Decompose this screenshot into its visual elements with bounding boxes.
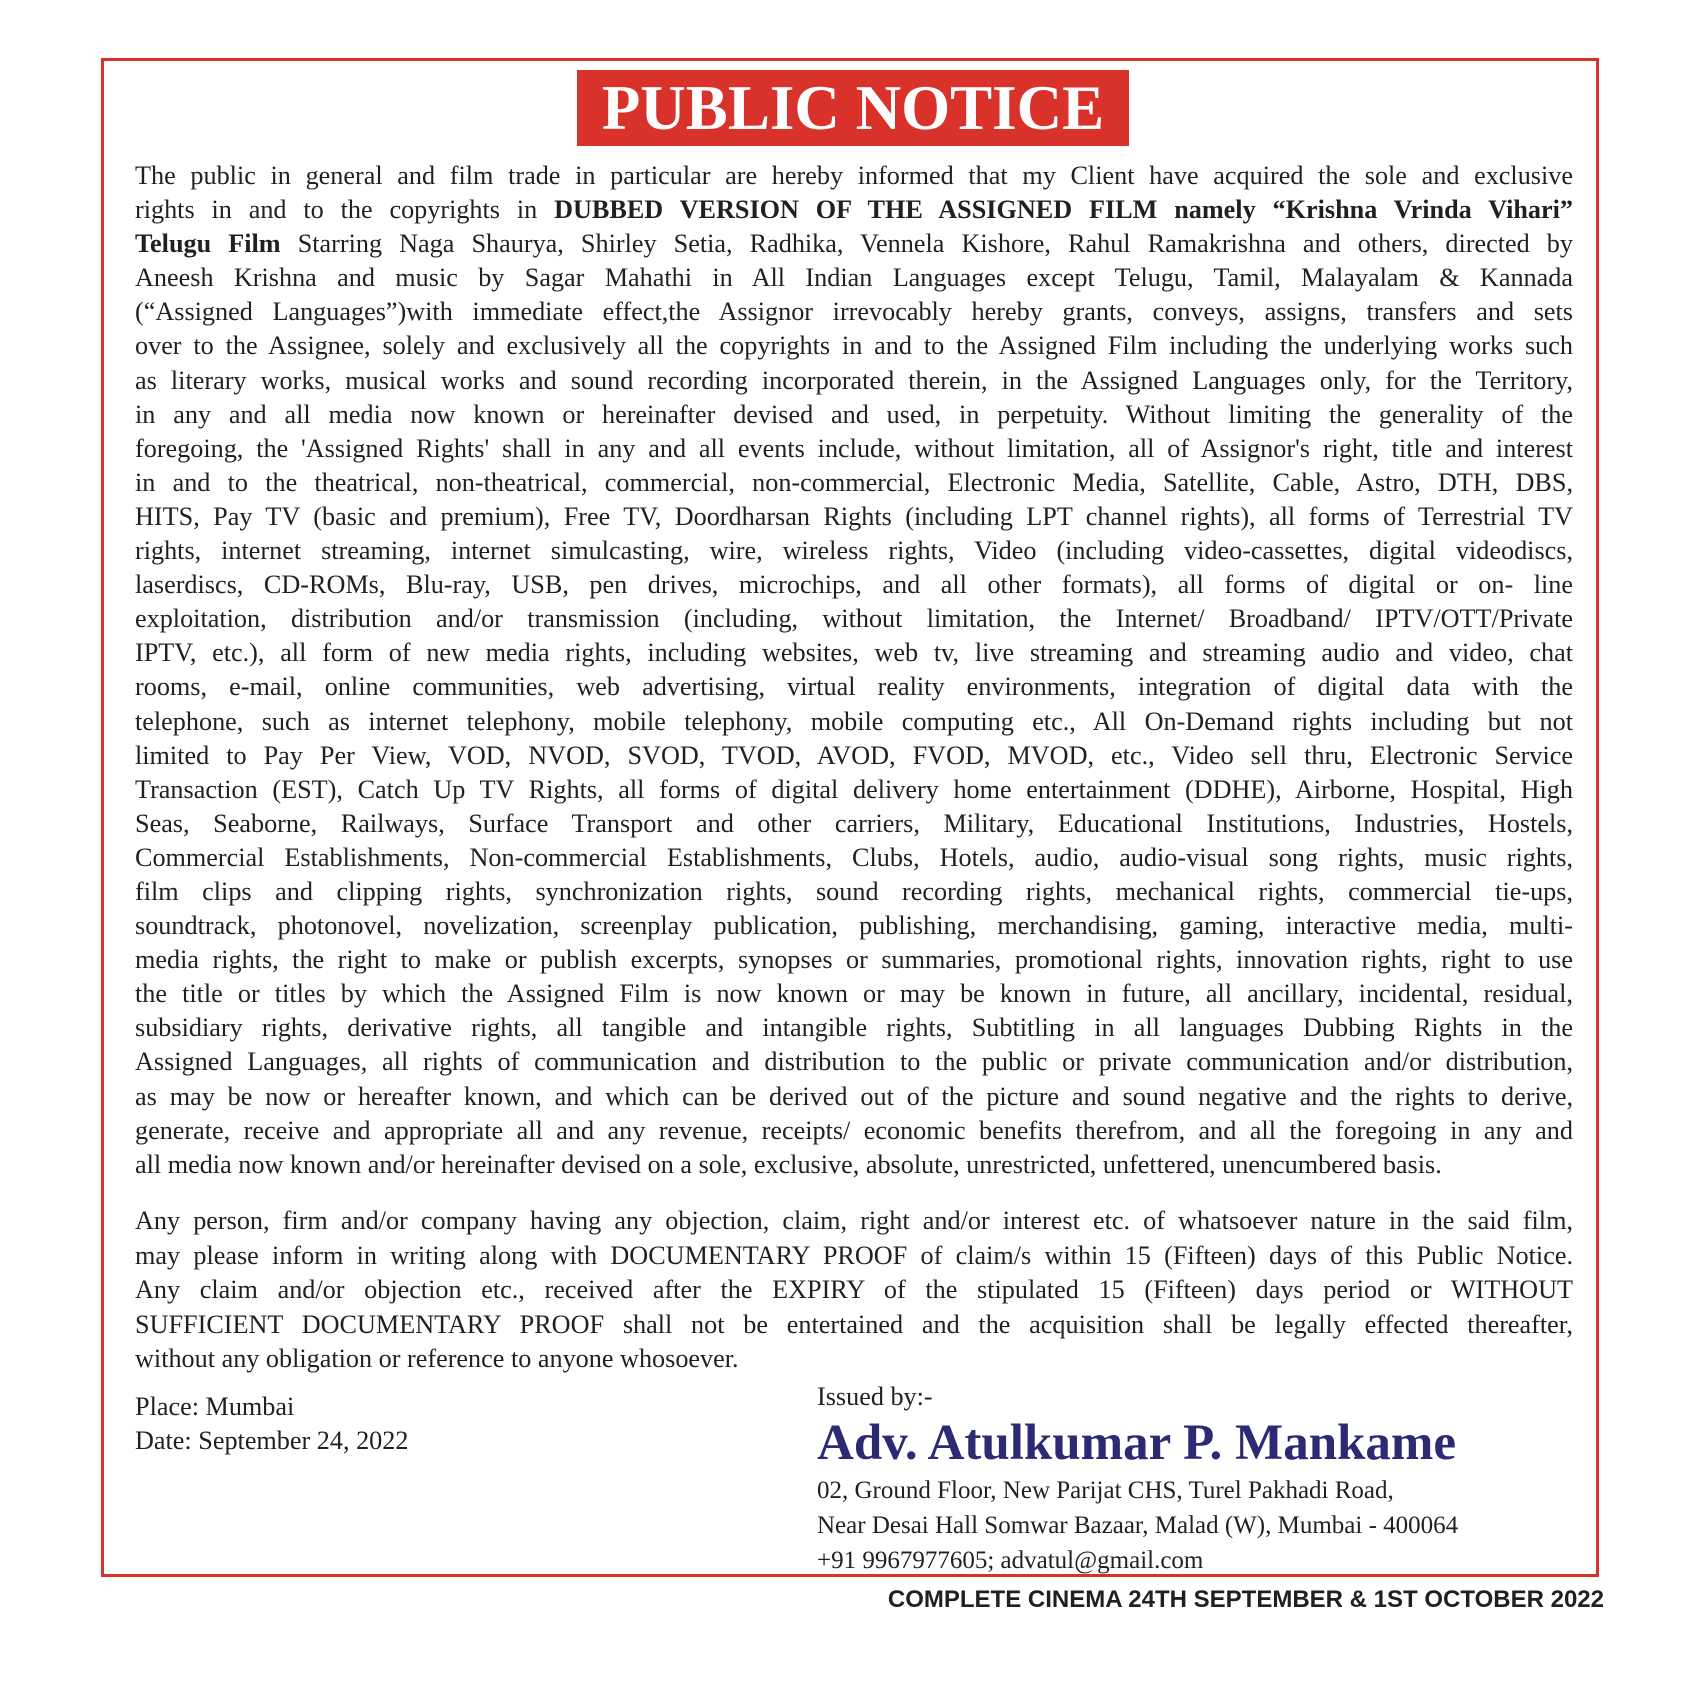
body-text: over to the Assignee, solely and exclusively all the copyrights in and to the Assigned Film including the underlying works such <box>135 331 1573 361</box>
body-text: media rights, the right to make or publish excerpts, synopses or summaries, promotional rights, innovation rights, right to use <box>135 945 1573 975</box>
issued-by-label: Issued by:- <box>817 1382 933 1411</box>
paragraph-2-line: Any person, firm and/or company having any objection, claim, right and/or interest etc. of whatsoever nature in the said film, <box>135 1206 1573 1235</box>
body-text: (“Assigned Languages”)with immediate effect,the Assignor irrevocably hereby grants, conveys, assigns, transfers and sets <box>135 297 1573 327</box>
body-text: foregoing, the 'Assigned Rights' shall in any and all events include, without limitation, all of Assignor's right, title and interest <box>135 433 1573 463</box>
body-text: rights, internet streaming, internet simulcasting, wire, wireless rights, Video (including video-cassettes, digital videodiscs, <box>135 536 1573 566</box>
body-text: the title or titles by which the Assigned Film is now known or may be known in future, all ancillary, incidental, residual, <box>135 979 1573 1009</box>
paragraph-1-line <box>135 534 1573 568</box>
paragraph-2-line: without any obligation or reference to anyone whosoever. <box>135 1344 739 1374</box>
paragraph-1-line <box>135 159 1573 193</box>
paragraph-1-line <box>135 295 1573 329</box>
paragraph-1-line <box>135 977 1573 1011</box>
body-text: Assigned Languages, all rights of communication and distribution to the public or private communication and/or distribution, <box>135 1047 1573 1077</box>
body-text: soundtrack, photonovel, novelization, screenplay publication, publishing, merchandising, gaming, interactive media, multi- <box>135 911 1573 941</box>
paragraph-1-line <box>135 739 1573 773</box>
publication-footer: COMPLETE CINEMA 24TH SEPTEMBER & 1ST OCTOBER 2022 <box>887 1586 1604 1613</box>
paragraph-1-line <box>135 670 1573 704</box>
paragraph-1-line <box>135 1011 1573 1045</box>
bold-text: DUBBED VERSION OF THE ASSIGNED FILM namely “Krishna Vrinda Vihari” <box>554 195 1573 225</box>
body-text: subsidiary rights, derivative rights, all tangible and intangible rights, Subtitling in all languages Dubbing Rights in the <box>135 1013 1573 1043</box>
body-text: HITS, Pay TV (basic and premium), Free TV, Doordharsan Rights (including LPT channel rights), all forms of Terrestrial TV <box>135 501 1573 531</box>
address-line-2: Near Desai Hall Somwar Bazaar, Malad (W), Mumbai - 400064 <box>817 1512 1459 1539</box>
paragraph-1-line <box>135 705 1573 739</box>
paragraph-1-line <box>135 193 1573 227</box>
paragraph-1-line <box>135 636 1573 670</box>
date-text: Date: September 24, 2022 <box>135 1426 409 1455</box>
paragraph-1-line <box>135 227 1573 261</box>
paragraph-1-line <box>135 602 1573 636</box>
paragraph-1-line <box>135 1148 1573 1182</box>
paragraph-1-line <box>135 432 1573 466</box>
body-text: as may be now or hereafter known, and which can be derived out of the picture and sound negative and the rights to derive, <box>135 1081 1573 1111</box>
body-text: telephone, such as internet telephony, mobile telephony, mobile computing etc., All On-Demand rights including but not <box>135 706 1573 736</box>
body-text: film clips and clipping rights, synchronization rights, sound recording rights, mechanical rights, commercial tie-ups, <box>135 876 1573 906</box>
paragraph-1-line <box>135 773 1573 807</box>
bold-text: Telugu Film <box>135 229 281 259</box>
body-text: generate, receive and appropriate all and any revenue, receipts/ economic benefits therefrom, and all the foregoing in any and <box>135 1115 1573 1145</box>
paragraph-1-line <box>135 500 1573 534</box>
issuer-name: Adv. Atulkumar P. Mankame <box>817 1415 1457 1471</box>
paragraph-1-line <box>135 943 1573 977</box>
paragraph-1-line <box>135 909 1573 943</box>
body-text: Aneesh Krishna and music by Sagar Mahathi in All Indian Languages except Telugu, Tamil, Malayalam & Kannada <box>135 263 1573 293</box>
body-text: Transaction (EST), Catch Up TV Rights, all forms of digital delivery home entertainment (DDHE), Airborne, Hospital, High <box>135 774 1573 804</box>
notice-title: PUBLIC NOTICE <box>577 70 1129 146</box>
paragraph-1-line <box>135 364 1573 398</box>
notice-paragraph-2 <box>135 1204 1573 1377</box>
body-text: in and to the theatrical, non-theatrical, commercial, non-commercial, Electronic Media, Satellite, Cable, Astro, DTH, DBS, <box>135 467 1573 497</box>
body-text: Seas, Seaborne, Railways, Surface Transport and other carriers, Military, Educational Institutions, Industries, Hostels, <box>135 808 1573 838</box>
paragraph-1-line <box>135 807 1573 841</box>
body-text: Commercial Establishments, Non-commercial Establishments, Clubs, Hotels, audio, audio-visual song rights, music rights, <box>135 842 1573 872</box>
notice-paragraph-1 <box>135 159 1573 1182</box>
body-text: laserdiscs, CD-ROMs, Blu-ray, USB, pen drives, microchips, and all other formats), all forms of digital or on- line <box>135 570 1573 600</box>
place-text: Place: Mumbai <box>135 1392 295 1421</box>
paragraph-2-line: Any claim and/or objection etc., received after the EXPIRY of the stipulated 15 (Fifteen) days period or WITHOUT <box>135 1275 1573 1305</box>
paragraph-1-line <box>135 1080 1573 1114</box>
paragraph-1-line <box>135 568 1573 602</box>
body-text: in any and all media now known or hereinafter devised and used, in perpetuity. Without limiting the generality of the <box>135 399 1573 429</box>
contact-line: +91 9967977605; advatul@gmail.com <box>817 1547 1204 1574</box>
body-text: limited to Pay Per View, VOD, NVOD, SVOD, TVOD, AVOD, FVOD, MVOD, etc., Video sell thru, Electronic Service <box>135 740 1573 770</box>
body-text: all media now known and/or hereinafter devised on a sole, exclusive, absolute, unrestricted, unfettered, unencumbered basis. <box>135 1149 1442 1179</box>
paragraph-1-line <box>135 875 1573 909</box>
paragraph-1-line <box>135 398 1573 432</box>
paragraph-1-line <box>135 1045 1573 1079</box>
paragraph-2-line: SUFFICIENT DOCUMENTARY PROOF shall not be entertained and the acquisition shall be legally effected thereafter, <box>135 1309 1573 1339</box>
body-text: as literary works, musical works and sound recording incorporated therein, in the Assigned Languages only, for the Territory, <box>135 365 1573 395</box>
paragraph-1-line <box>135 261 1573 295</box>
body-text: exploitation, distribution and/or transmission (including, without limitation, the Internet/ Broadband/ IPTV/OTT/Private <box>135 604 1573 634</box>
paragraph-2-line: may please inform in writing along with DOCUMENTARY PROOF of claim/s within 15 (Fifteen) days of this Public Notice. <box>135 1240 1573 1270</box>
paragraph-1-line <box>135 1114 1573 1148</box>
address-line-1: 02, Ground Floor, New Parijat CHS, Turel Pakhadi Road, <box>817 1477 1394 1504</box>
body-text: rights in and to the copyrights in <box>135 195 555 225</box>
paragraph-1-line <box>135 841 1573 875</box>
body-text: rooms, e-mail, online communities, web advertising, virtual reality environments, integration of digital data with the <box>135 672 1573 702</box>
paragraph-1-line <box>135 329 1573 363</box>
place-date-block <box>135 1390 408 1458</box>
issuer-block <box>817 1381 1577 1578</box>
paragraph-1-line <box>135 466 1573 500</box>
body-text: IPTV, etc.), all form of new media rights, including websites, web tv, live streaming and streaming audio and video, chat <box>135 638 1573 668</box>
body-text: Starring Naga Shaurya, Shirley Setia, Radhika, Vennela Kishore, Rahul Ramakrishna and others, directed by <box>280 229 1573 259</box>
body-text: The public in general and film trade in particular are hereby informed that my Client have acquired the sole and exclusive <box>135 161 1573 190</box>
